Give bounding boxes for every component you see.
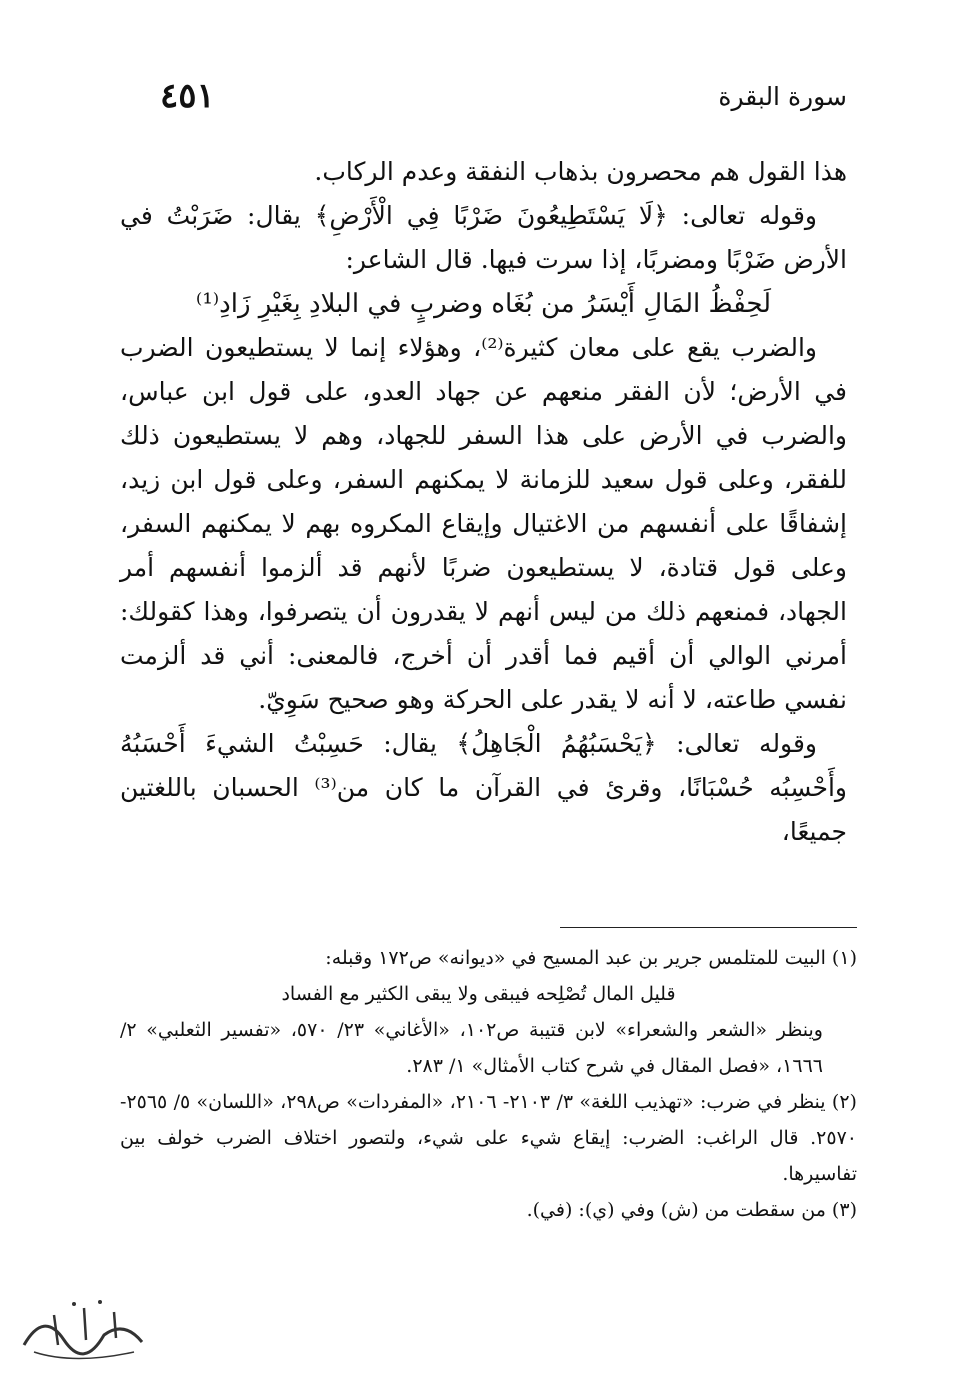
footnote-separator <box>560 927 857 928</box>
poetry-verse: لَحِفْظُ المَالِ أَيْسَرُ من بُغَاه وضربٍ في البلادِ بِغَيْرِ زَادِ⁽¹⁾ <box>195 289 772 319</box>
paragraph-4: وقوله تعالى: ﴿يَحْسَبُهُمُ الْجَاهِلُ﴾ يقال: حَسِبْتُ الشيءَ أَحْسَبُهُ وأَحْسِبُه حُسْبَانًا، وقرئ في القرآن ما كان من⁽³⁾ الحسبان باللغتين جميعًا، <box>120 729 847 846</box>
logo-calligraphy-icon <box>14 1290 154 1370</box>
paragraph-1: هذا القول هم محصرون بذهاب النفقة وعدم الركاب. <box>314 157 847 186</box>
paragraph-2: وقوله تعالى: ﴿لَا يَسْتَطِيعُونَ ضَرْبًا فِي الْأَرْضِ﴾ يقال: ضَرَبْتُ في الأرض ضَرْبًا ومضربًا، إذا سرت فيها. قال الشاعر: <box>120 201 847 274</box>
footnote-1-intro: (١) البيت للمتلمس جرير بن عبد المسيح في «ديوانه» ص١٧٢ وقبله: <box>325 947 857 969</box>
surah-title: سورة البقرة <box>718 82 847 111</box>
main-text <box>120 150 847 854</box>
page-header <box>160 76 847 122</box>
footnote-1-references: وينظر «الشعر والشعراء» لابن قتيبة ص١٠٢، «الأغاني» ٢٣/ ٥٧٠، «تفسير الثعلبي» ٢/ ١٦٦٦، «فصل المقال في شرح كتاب الأمثال» ١/ ٢٨٣. <box>120 1019 823 1077</box>
publisher-logo <box>14 1290 154 1370</box>
paragraph-3: والضرب يقع على معان كثيرة⁽²⁾، وهؤلاء إنما لا يستطيعون الضرب في الأرض؛ لأن الفقر منعهم عن جهاد العدو، على قول ابن عباس، والضرب في الأرض على هذا السفر للجهاد، وهم لا يستطيعون ذلك للفقر، وعلى قول سعيد للزمانة لا يمكنهم السفر، وعلى قول ابن زيد، إشفاقًا على أنفسهم من الاغتيال وإيقاع المكروه بهم لا يمكنهم السفر، وعلى قول قتادة، لا يستطيعون ضربًا لأنهم قد ألزموا أنفسهم أمر الجهاد، فمنعهم ذلك من ليس أنهم لا يقدرون أن يتصرفوا، وهذا كقولك: أمرني الوالي أن أقيم فما أقدر أن أخرج، فالمعنى: أني قد ألزمت نفسي طاعته، لا أنه لا يقدر على الحركة وهو صحيح سَوِيّ. <box>120 333 847 714</box>
footnote-3: (٣) من سقطت من (ش) وفي (ي): (في). <box>526 1199 857 1221</box>
footnote-1-verse: قليل المال تُصْلِحه فيبقى ولا يبقى الكثير مع الفساد <box>281 983 676 1005</box>
footnotes <box>120 940 857 1228</box>
page-number: ٤٥١ <box>160 76 215 116</box>
footnote-2: (٢) ينظر في ضرب: «تهذيب اللغة» ٣/ ٢١٠٣- ٢١٠٦، «المفردات» ص٢٩٨، «اللسان» ٥/ ٢٥٦٥- ٢٥٧٠. قال الراغب: الضرب: إيقاع شيء على شيء، ولتصور اختلاف الضرب خولف بين تفاسيرها. <box>120 1091 857 1185</box>
